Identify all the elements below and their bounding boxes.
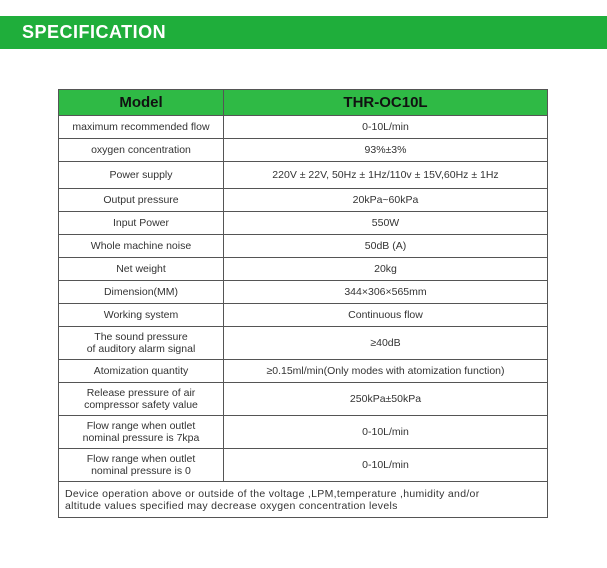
row-value: 220V ± 22V, 50Hz ± 1Hz/110v ± 15V,60Hz ± 1Hz (224, 162, 548, 189)
table-row (59, 281, 548, 304)
row-label: Atomization quantity (59, 360, 224, 383)
row-value: 0-10L/min (224, 116, 548, 139)
row-label-line: of auditory alarm signal (86, 343, 196, 355)
row-value: 20kg (224, 258, 548, 281)
table-row (59, 212, 548, 235)
row-label: Output pressure (59, 189, 224, 212)
row-value: 250kPa±50kPa (224, 383, 548, 416)
row-value: Continuous flow (224, 304, 548, 327)
table-row (59, 360, 548, 383)
table-row (59, 304, 548, 327)
row-value: 0-10L/min (224, 416, 548, 449)
row-value: 550W (224, 212, 548, 235)
row-label (59, 327, 224, 360)
row-label-line: Flow range when outlet (86, 420, 196, 432)
table-row (59, 258, 548, 281)
section-banner (0, 16, 607, 49)
section-title: SPECIFICATION (22, 22, 167, 42)
row-label: maximum recommended flow (59, 116, 224, 139)
row-value: ≥0.15ml/min(Only modes with atomization function) (224, 360, 548, 383)
row-label: Input Power (59, 212, 224, 235)
table-row (59, 327, 548, 360)
row-label: oxygen concentration (59, 139, 224, 162)
row-label-line: The sound pressure (94, 331, 188, 343)
row-label: Net weight (59, 258, 224, 281)
disclaimer-line: altitude values specified may decrease oxygen concentration levels (65, 499, 398, 512)
table-row (59, 189, 548, 212)
row-label-line: Release pressure of air (86, 387, 196, 399)
table-row (59, 416, 548, 449)
header-label: Model (59, 90, 224, 116)
table-row (59, 162, 548, 189)
table-row (59, 116, 548, 139)
table-row (59, 383, 548, 416)
row-label-line: compressor safety value (84, 399, 198, 411)
row-label (59, 416, 224, 449)
disclaimer-line: Device operation above or outside of the voltage ,LPM,temperature ,humidity and/or (65, 487, 480, 500)
row-value: 344×306×565mm (224, 281, 548, 304)
row-value: 0-10L/min (224, 449, 548, 482)
row-label-line: Flow range when outlet (86, 453, 196, 465)
row-value: 50dB (A) (224, 235, 548, 258)
row-value: ≥40dB (224, 327, 548, 360)
specification-table (58, 89, 548, 518)
row-label (59, 449, 224, 482)
row-label-line: nominal pressure is 7kpa (82, 432, 200, 444)
row-label-line: nominal pressure is 0 (91, 465, 191, 477)
table-row (59, 235, 548, 258)
table-row (59, 139, 548, 162)
table-header-row (59, 90, 548, 116)
table-row (59, 449, 548, 482)
row-label: Whole machine noise (59, 235, 224, 258)
header-value: THR-OC10L (224, 90, 548, 116)
disclaimer-note (59, 482, 548, 518)
row-label (59, 383, 224, 416)
row-value: 93%±3% (224, 139, 548, 162)
disclaimer-row (59, 482, 548, 518)
row-label: Working system (59, 304, 224, 327)
row-label: Power supply (59, 162, 224, 189)
row-value: 20kPa~60kPa (224, 189, 548, 212)
row-label: Dimension(MM) (59, 281, 224, 304)
